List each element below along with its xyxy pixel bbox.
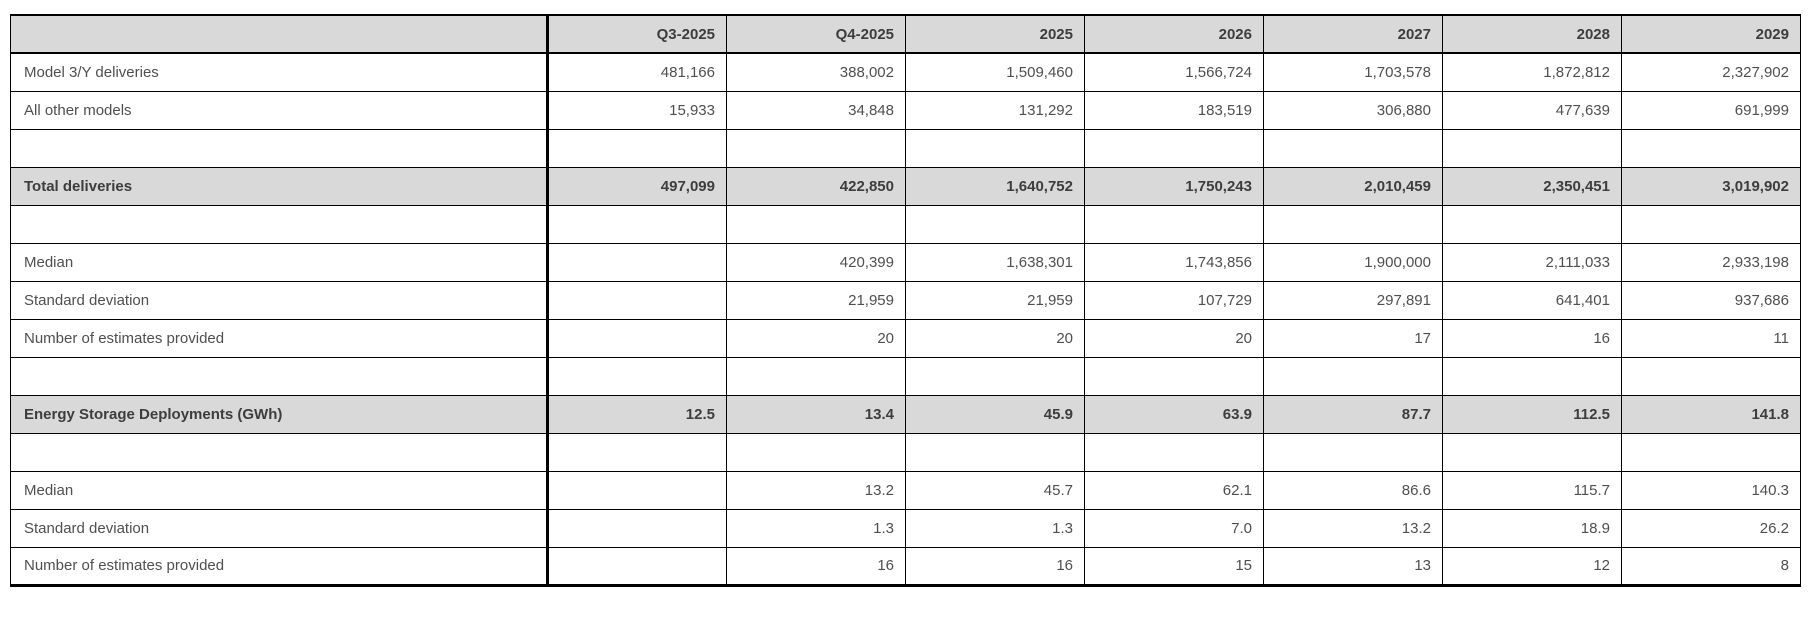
column-header-blank bbox=[11, 15, 548, 53]
table-row bbox=[11, 547, 1801, 585]
value-cell: 62.1 bbox=[1085, 471, 1264, 509]
value-cell: 12.5 bbox=[548, 395, 727, 433]
table-row bbox=[11, 91, 1801, 129]
value-cell bbox=[1264, 129, 1443, 167]
summary-row bbox=[11, 167, 1801, 205]
value-cell: 8 bbox=[1622, 547, 1801, 585]
value-cell: 140.3 bbox=[1622, 471, 1801, 509]
value-cell: 1,509,460 bbox=[906, 53, 1085, 91]
value-cell bbox=[548, 243, 727, 281]
value-cell bbox=[906, 433, 1085, 471]
value-cell: 1,750,243 bbox=[1085, 167, 1264, 205]
value-cell: 16 bbox=[906, 547, 1085, 585]
value-cell bbox=[548, 433, 727, 471]
value-cell bbox=[1443, 129, 1622, 167]
value-cell: 2,933,198 bbox=[1622, 243, 1801, 281]
value-cell: 20 bbox=[727, 319, 906, 357]
value-cell: 641,401 bbox=[1443, 281, 1622, 319]
summary-row bbox=[11, 395, 1801, 433]
value-cell: 87.7 bbox=[1264, 395, 1443, 433]
column-header-2025: 2025 bbox=[906, 15, 1085, 53]
value-cell bbox=[1264, 205, 1443, 243]
value-cell bbox=[1085, 433, 1264, 471]
value-cell bbox=[906, 205, 1085, 243]
value-cell bbox=[1622, 357, 1801, 395]
row-label-cell: Standard deviation bbox=[11, 509, 548, 547]
value-cell bbox=[1443, 357, 1622, 395]
table-row bbox=[11, 509, 1801, 547]
value-cell bbox=[906, 357, 1085, 395]
value-cell: 481,166 bbox=[548, 53, 727, 91]
value-cell bbox=[727, 357, 906, 395]
value-cell: 1,638,301 bbox=[906, 243, 1085, 281]
value-cell: 297,891 bbox=[1264, 281, 1443, 319]
value-cell: 1.3 bbox=[727, 509, 906, 547]
row-label-cell bbox=[11, 357, 548, 395]
value-cell bbox=[548, 357, 727, 395]
value-cell bbox=[548, 129, 727, 167]
value-cell: 15,933 bbox=[548, 91, 727, 129]
row-label-cell: Total deliveries bbox=[11, 167, 548, 205]
value-cell: 420,399 bbox=[727, 243, 906, 281]
row-label-cell: Median bbox=[11, 243, 548, 281]
value-cell: 11 bbox=[1622, 319, 1801, 357]
value-cell bbox=[906, 129, 1085, 167]
row-label-cell bbox=[11, 433, 548, 471]
value-cell: 107,729 bbox=[1085, 281, 1264, 319]
value-cell: 1,743,856 bbox=[1085, 243, 1264, 281]
value-cell: 63.9 bbox=[1085, 395, 1264, 433]
value-cell bbox=[1085, 205, 1264, 243]
value-cell bbox=[727, 433, 906, 471]
row-label-cell: Energy Storage Deployments (GWh) bbox=[11, 395, 548, 433]
value-cell: 2,327,902 bbox=[1622, 53, 1801, 91]
value-cell: 13.2 bbox=[1264, 509, 1443, 547]
value-cell bbox=[548, 471, 727, 509]
value-cell bbox=[548, 205, 727, 243]
row-label-cell: Number of estimates provided bbox=[11, 319, 548, 357]
column-header-2026: 2026 bbox=[1085, 15, 1264, 53]
value-cell: 15 bbox=[1085, 547, 1264, 585]
value-cell: 13 bbox=[1264, 547, 1443, 585]
value-cell: 2,350,451 bbox=[1443, 167, 1622, 205]
estimates-table bbox=[10, 14, 1801, 587]
row-label-cell: Model 3/Y deliveries bbox=[11, 53, 548, 91]
value-cell: 45.9 bbox=[906, 395, 1085, 433]
value-cell: 477,639 bbox=[1443, 91, 1622, 129]
value-cell: 1,640,752 bbox=[906, 167, 1085, 205]
row-label-cell: Number of estimates provided bbox=[11, 547, 548, 585]
value-cell: 7.0 bbox=[1085, 509, 1264, 547]
table-row bbox=[11, 243, 1801, 281]
value-cell: 1,872,812 bbox=[1443, 53, 1622, 91]
table-row bbox=[11, 281, 1801, 319]
value-cell: 17 bbox=[1264, 319, 1443, 357]
value-cell bbox=[1085, 129, 1264, 167]
row-label-cell: Standard deviation bbox=[11, 281, 548, 319]
value-cell: 388,002 bbox=[727, 53, 906, 91]
value-cell bbox=[727, 129, 906, 167]
value-cell: 13.2 bbox=[727, 471, 906, 509]
column-header-q4-2025: Q4-2025 bbox=[727, 15, 906, 53]
value-cell bbox=[548, 509, 727, 547]
table-header-row bbox=[11, 15, 1801, 53]
value-cell: 26.2 bbox=[1622, 509, 1801, 547]
value-cell: 86.6 bbox=[1264, 471, 1443, 509]
spacer-row bbox=[11, 205, 1801, 243]
table-body bbox=[11, 53, 1801, 585]
value-cell: 20 bbox=[1085, 319, 1264, 357]
value-cell bbox=[548, 319, 727, 357]
value-cell: 18.9 bbox=[1443, 509, 1622, 547]
value-cell bbox=[727, 205, 906, 243]
value-cell: 12 bbox=[1443, 547, 1622, 585]
spacer-row bbox=[11, 433, 1801, 471]
value-cell: 2,010,459 bbox=[1264, 167, 1443, 205]
value-cell: 1.3 bbox=[906, 509, 1085, 547]
row-label-cell bbox=[11, 205, 548, 243]
value-cell: 691,999 bbox=[1622, 91, 1801, 129]
column-header-2028: 2028 bbox=[1443, 15, 1622, 53]
value-cell bbox=[1085, 357, 1264, 395]
value-cell bbox=[1264, 357, 1443, 395]
value-cell: 1,566,724 bbox=[1085, 53, 1264, 91]
estimates-table-container bbox=[10, 14, 1801, 587]
value-cell: 21,959 bbox=[906, 281, 1085, 319]
value-cell: 115.7 bbox=[1443, 471, 1622, 509]
value-cell bbox=[1622, 129, 1801, 167]
value-cell: 16 bbox=[727, 547, 906, 585]
value-cell bbox=[1622, 205, 1801, 243]
value-cell: 21,959 bbox=[727, 281, 906, 319]
row-label-cell: All other models bbox=[11, 91, 548, 129]
value-cell: 16 bbox=[1443, 319, 1622, 357]
value-cell: 422,850 bbox=[727, 167, 906, 205]
table-row bbox=[11, 319, 1801, 357]
value-cell: 141.8 bbox=[1622, 395, 1801, 433]
table-row bbox=[11, 53, 1801, 91]
value-cell: 183,519 bbox=[1085, 91, 1264, 129]
value-cell: 2,111,033 bbox=[1443, 243, 1622, 281]
row-label-cell: Median bbox=[11, 471, 548, 509]
table-row bbox=[11, 471, 1801, 509]
spacer-row bbox=[11, 129, 1801, 167]
value-cell: 45.7 bbox=[906, 471, 1085, 509]
value-cell bbox=[548, 281, 727, 319]
value-cell: 306,880 bbox=[1264, 91, 1443, 129]
spacer-row bbox=[11, 357, 1801, 395]
value-cell bbox=[1264, 433, 1443, 471]
value-cell: 112.5 bbox=[1443, 395, 1622, 433]
column-header-2027: 2027 bbox=[1264, 15, 1443, 53]
value-cell: 497,099 bbox=[548, 167, 727, 205]
value-cell bbox=[1443, 205, 1622, 243]
value-cell: 3,019,902 bbox=[1622, 167, 1801, 205]
value-cell bbox=[548, 547, 727, 585]
value-cell: 1,900,000 bbox=[1264, 243, 1443, 281]
value-cell: 937,686 bbox=[1622, 281, 1801, 319]
value-cell: 13.4 bbox=[727, 395, 906, 433]
value-cell: 131,292 bbox=[906, 91, 1085, 129]
value-cell: 20 bbox=[906, 319, 1085, 357]
row-label-cell bbox=[11, 129, 548, 167]
value-cell: 1,703,578 bbox=[1264, 53, 1443, 91]
value-cell: 34,848 bbox=[727, 91, 906, 129]
value-cell bbox=[1622, 433, 1801, 471]
value-cell bbox=[1443, 433, 1622, 471]
column-header-2029: 2029 bbox=[1622, 15, 1801, 53]
column-header-q3-2025: Q3-2025 bbox=[548, 15, 727, 53]
